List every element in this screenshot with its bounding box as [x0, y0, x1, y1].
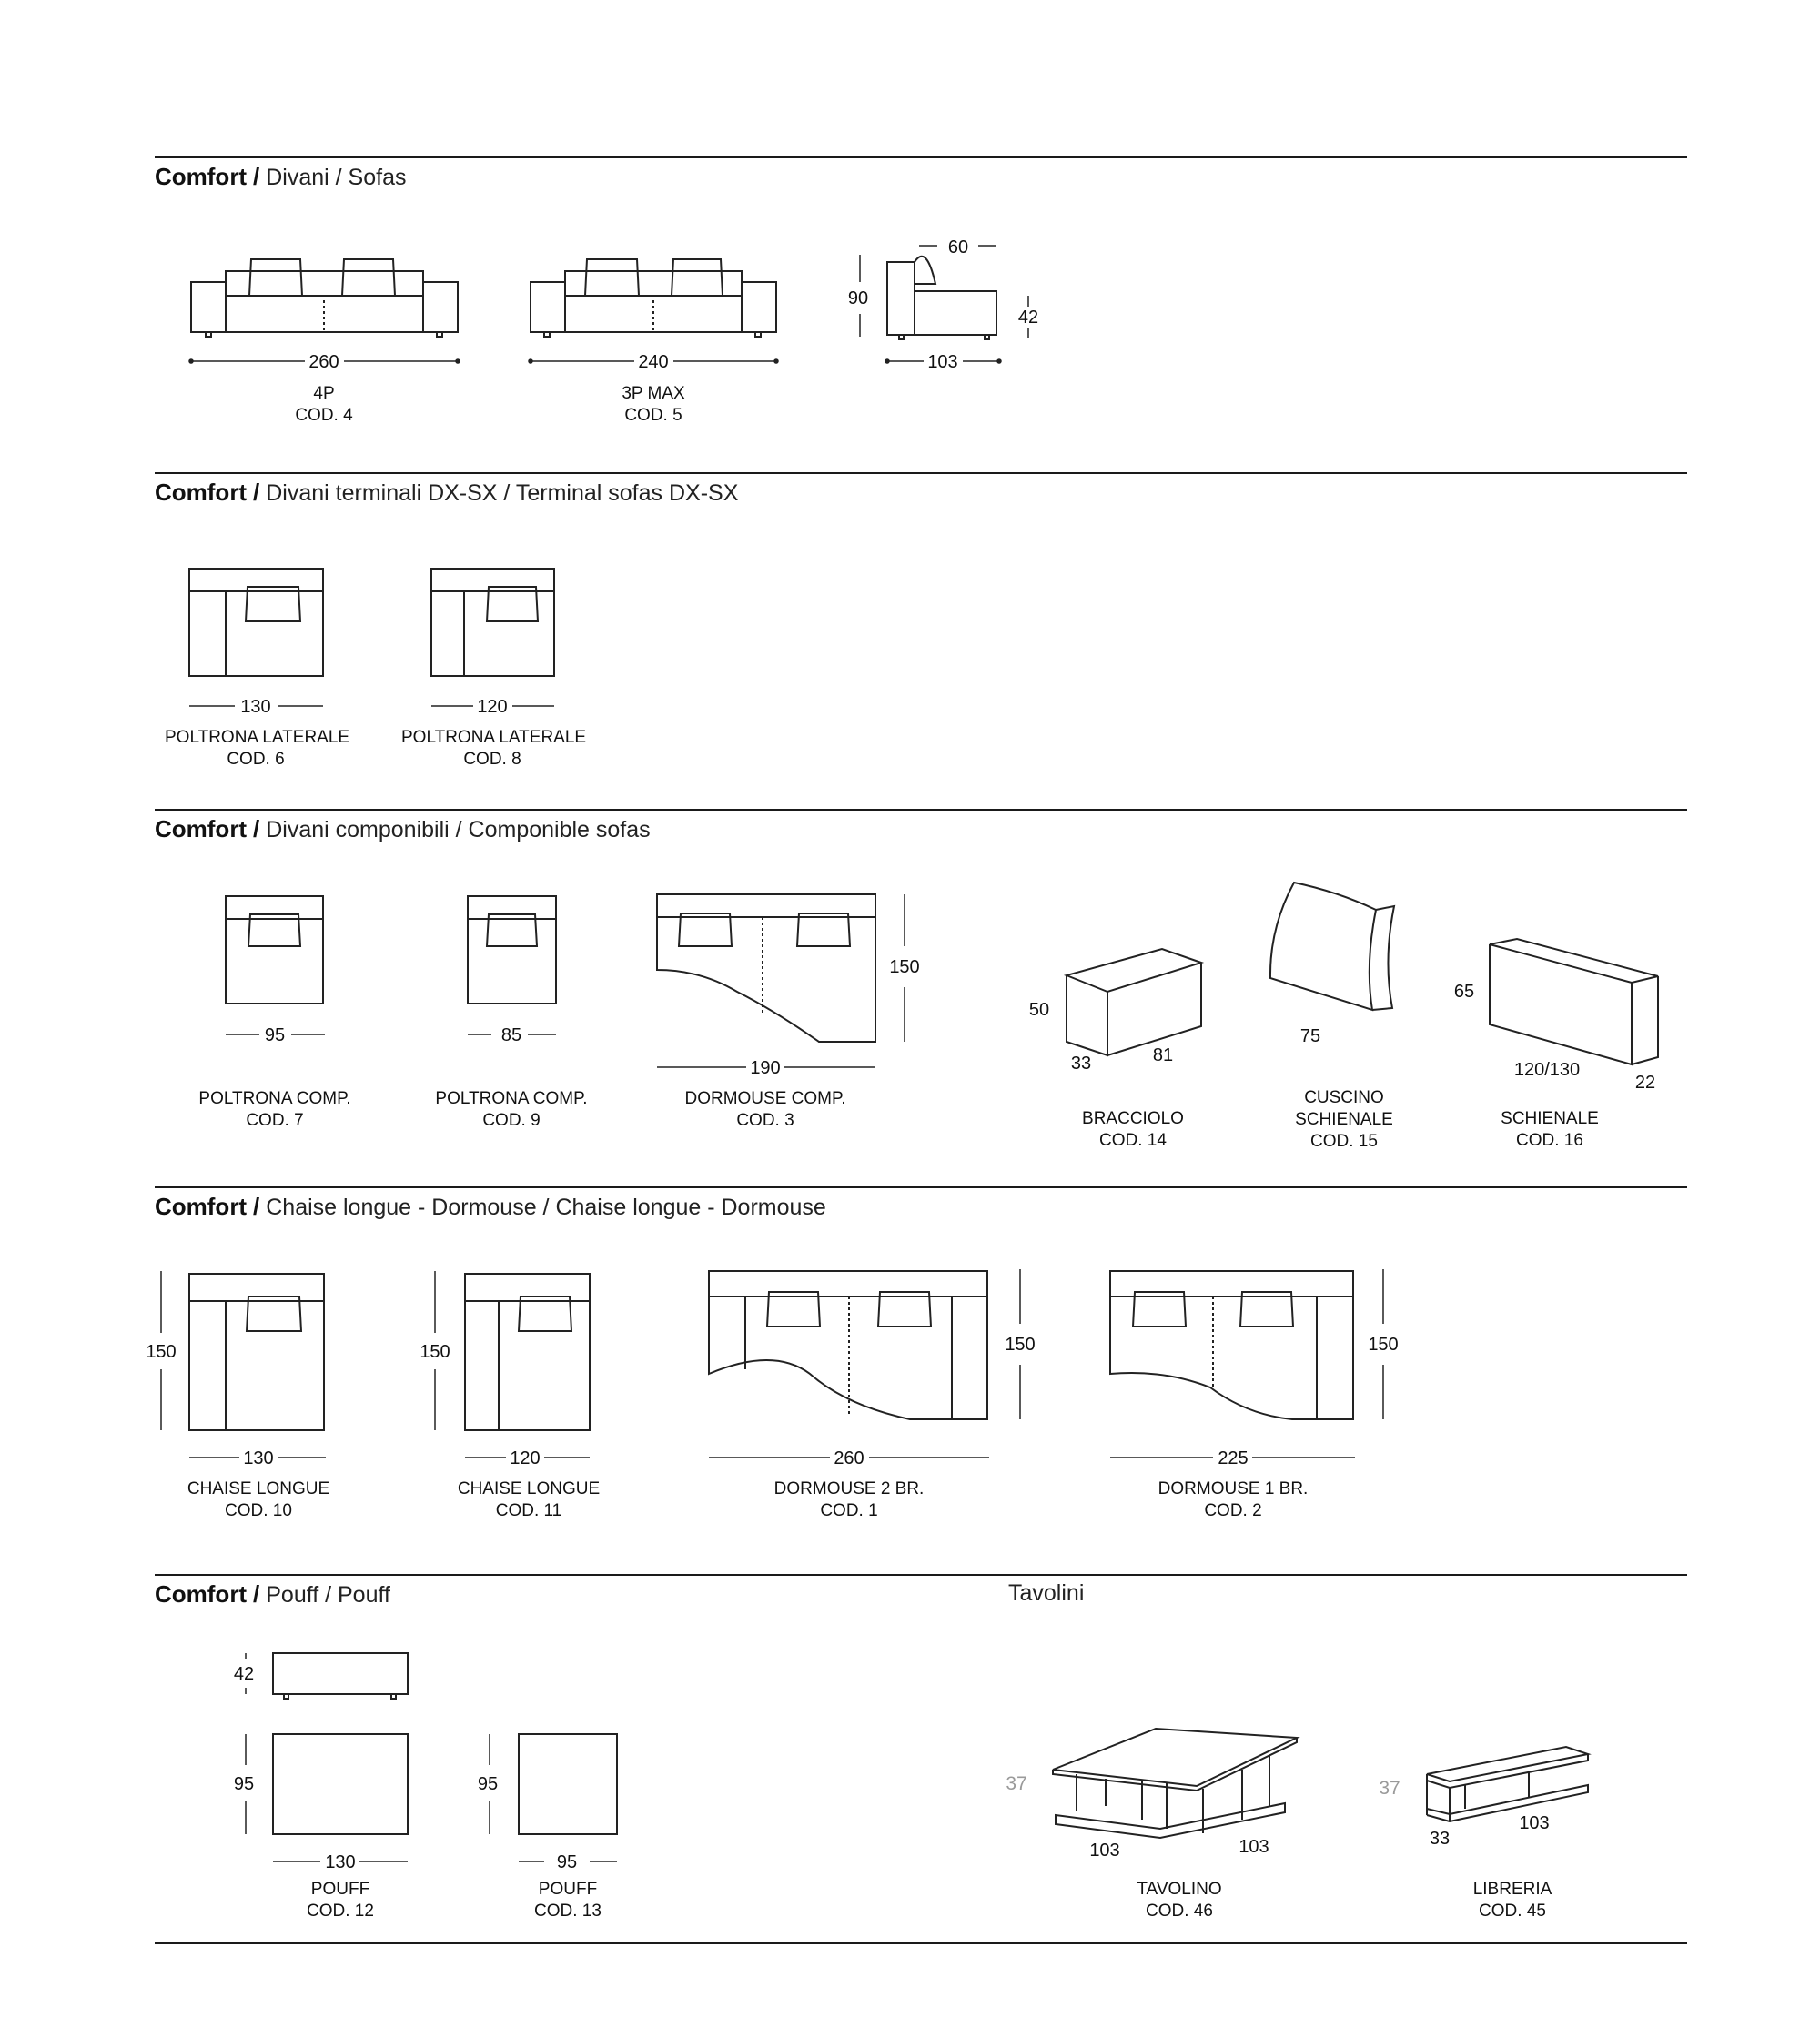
item-name: SCHIENALE	[1295, 1110, 1393, 1129]
pouff-12-drawing	[273, 1653, 408, 1834]
slash: /	[253, 479, 260, 506]
item-label	[1280, 1087, 1408, 1153]
sofa-dimension-lines	[189, 246, 1028, 363]
item-code: COD. 45	[1479, 1902, 1546, 1921]
item-label	[1486, 1108, 1613, 1152]
item-name: POUFF	[310, 1880, 370, 1899]
dim-width: 240	[638, 352, 669, 372]
item-code: COD. 4	[295, 406, 353, 425]
item-code: COD. 12	[307, 1902, 374, 1921]
item-name: POLTRONA LATERALE	[165, 728, 350, 747]
item-label	[420, 1088, 602, 1132]
dim-width: 130	[240, 697, 271, 717]
dormouse-2br-drawing	[709, 1271, 987, 1419]
item-label	[1449, 1879, 1576, 1922]
dim-depth: 95	[233, 1774, 255, 1794]
item-name: CHAISE LONGUE	[457, 1479, 601, 1498]
section-subtitle: Divani / Sofas	[266, 165, 407, 190]
item-code: COD. 6	[227, 750, 285, 769]
item-name: CUSCINO	[1304, 1088, 1384, 1107]
brand-label: Comfort	[155, 479, 248, 506]
item-code: COD. 11	[495, 1501, 562, 1520]
dim-height: 90	[847, 288, 869, 308]
item-label	[165, 727, 350, 771]
dim-depth: 22	[1634, 1073, 1656, 1093]
item-code: COD. 5	[624, 406, 682, 425]
dim-width: 75	[1299, 1026, 1321, 1046]
componible-dimension-lines	[226, 894, 905, 1067]
dim-depth-top: 60	[947, 237, 969, 257]
pouff-dimension-lines	[246, 1653, 617, 1861]
poltrona-laterale-130-drawing	[189, 569, 323, 676]
item-name: CHAISE LONGUE	[187, 1479, 330, 1498]
cuscino-schienale-drawing	[1270, 883, 1394, 1010]
dim-seat: 42	[1017, 308, 1039, 328]
poltrona-comp-85-drawing	[468, 896, 556, 1004]
slash: /	[253, 163, 260, 190]
item-label	[758, 1478, 940, 1522]
slash: /	[253, 1580, 260, 1608]
dim-depth: 103	[927, 352, 958, 372]
item-label	[295, 1879, 386, 1922]
item-name: 3P MAX	[622, 384, 685, 403]
item-name: TAVOLINO	[1137, 1880, 1222, 1899]
item-name: POUFF	[538, 1880, 598, 1899]
item-name: LIBRERIA	[1472, 1880, 1552, 1899]
poltrona-comp-95-drawing	[226, 896, 323, 1004]
item-name: BRACCIOLO	[1082, 1109, 1184, 1128]
dormouse-1br-drawing	[1110, 1271, 1353, 1419]
dim-width: 85	[500, 1025, 522, 1045]
item-label	[1116, 1879, 1243, 1922]
dim-width: 130	[325, 1852, 356, 1872]
dim-height: 37	[1006, 1773, 1027, 1794]
item-code: COD. 7	[246, 1111, 304, 1130]
pouff-13-drawing	[519, 1734, 617, 1834]
dim-width: 120	[510, 1448, 541, 1468]
item-name: DORMOUSE 1 BR.	[1158, 1479, 1309, 1498]
chaise-dimension-lines	[161, 1269, 1383, 1458]
dim-depth: 150	[889, 957, 920, 977]
dim-width: 260	[834, 1448, 864, 1468]
section-subtitle: Pouff / Pouff	[266, 1582, 390, 1608]
item-name: DORMOUSE 2 BR.	[774, 1479, 925, 1498]
dim-depth: 150	[1368, 1335, 1399, 1355]
dim-depth: 103	[1519, 1813, 1550, 1833]
brand-label: Comfort	[155, 815, 248, 842]
sofa-4p-drawing	[191, 259, 458, 337]
dim-width: 260	[308, 352, 339, 372]
schienale-drawing	[1490, 939, 1658, 1064]
item-code: COD. 14	[1099, 1131, 1167, 1150]
item-name: POLTRONA LATERALE	[401, 728, 587, 747]
tavolino-drawing	[1053, 1729, 1297, 1838]
dim-depth: 103	[1239, 1837, 1269, 1857]
item-code: COD. 9	[482, 1111, 541, 1130]
sofa-3p-drawing	[531, 259, 776, 337]
dim-width: 33	[1070, 1054, 1092, 1074]
dim-height: 37	[1379, 1778, 1400, 1799]
dim-width: 95	[264, 1025, 286, 1045]
dim-depth: 150	[146, 1342, 177, 1362]
dim-depth: 150	[420, 1342, 450, 1362]
libreria-drawing	[1427, 1747, 1588, 1821]
dim-height: 65	[1453, 982, 1475, 1002]
item-label	[278, 383, 369, 427]
item-label	[401, 727, 587, 771]
item-name: SCHIENALE	[1501, 1109, 1599, 1128]
item-label	[167, 1478, 349, 1522]
item-name: 4P	[313, 384, 335, 403]
item-label	[1142, 1478, 1324, 1522]
item-code: COD. 1	[820, 1501, 878, 1520]
slash: /	[253, 1193, 260, 1220]
item-code: COD. 15	[1310, 1132, 1378, 1151]
item-code: COD. 13	[534, 1902, 602, 1921]
item-label	[1069, 1108, 1197, 1152]
item-label	[438, 1478, 620, 1522]
dim-height: 50	[1028, 1000, 1050, 1020]
chaise-130-drawing	[189, 1274, 324, 1430]
dim-width: 120	[477, 697, 508, 717]
dim-width: 33	[1429, 1829, 1451, 1849]
dim-depth: 95	[477, 1774, 499, 1794]
brand-label: Comfort	[155, 1193, 248, 1220]
item-label	[608, 383, 699, 427]
item-code: COD. 2	[1204, 1501, 1262, 1520]
item-code: COD. 3	[736, 1111, 794, 1130]
item-name: POLTRONA COMP.	[198, 1089, 351, 1108]
dim-width: 225	[1218, 1448, 1249, 1468]
poltrona-laterale-120-drawing	[431, 569, 554, 676]
dim-depth: 150	[1005, 1335, 1036, 1355]
item-code: COD. 16	[1516, 1131, 1583, 1150]
sofa-side-drawing	[887, 257, 996, 339]
item-label	[522, 1879, 613, 1922]
brand-label: Comfort	[155, 163, 248, 190]
item-label	[184, 1088, 366, 1132]
dim-height: 42	[233, 1664, 255, 1684]
item-code: COD. 46	[1146, 1902, 1213, 1921]
chaise-120-drawing	[465, 1274, 590, 1430]
tavolini-title: Tavolini	[1008, 1580, 1085, 1606]
item-code: COD. 8	[463, 750, 521, 769]
bracciolo-drawing	[1067, 949, 1201, 1055]
section-subtitle: Divani componibili / Componible sofas	[266, 817, 651, 842]
section-subtitle: Chaise longue - Dormouse / Chaise longue - Dormouse	[266, 1195, 826, 1220]
item-name: POLTRONA COMP.	[435, 1089, 588, 1108]
item-label	[674, 1088, 856, 1132]
dim-width: 95	[556, 1852, 578, 1872]
section-subtitle: Divani terminali DX-SX / Terminal sofas DX-SX	[266, 480, 739, 506]
item-code: COD. 10	[225, 1501, 292, 1520]
dormouse-comp-drawing	[657, 894, 875, 1042]
item-name: DORMOUSE COMP.	[684, 1089, 846, 1108]
dim-width: 120/130	[1513, 1060, 1581, 1080]
brand-label: Comfort	[155, 1580, 248, 1608]
slash: /	[253, 815, 260, 842]
dim-depth: 81	[1152, 1045, 1174, 1065]
dim-width: 190	[750, 1058, 781, 1078]
dim-width: 130	[243, 1448, 274, 1468]
dim-width: 103	[1089, 1841, 1120, 1861]
